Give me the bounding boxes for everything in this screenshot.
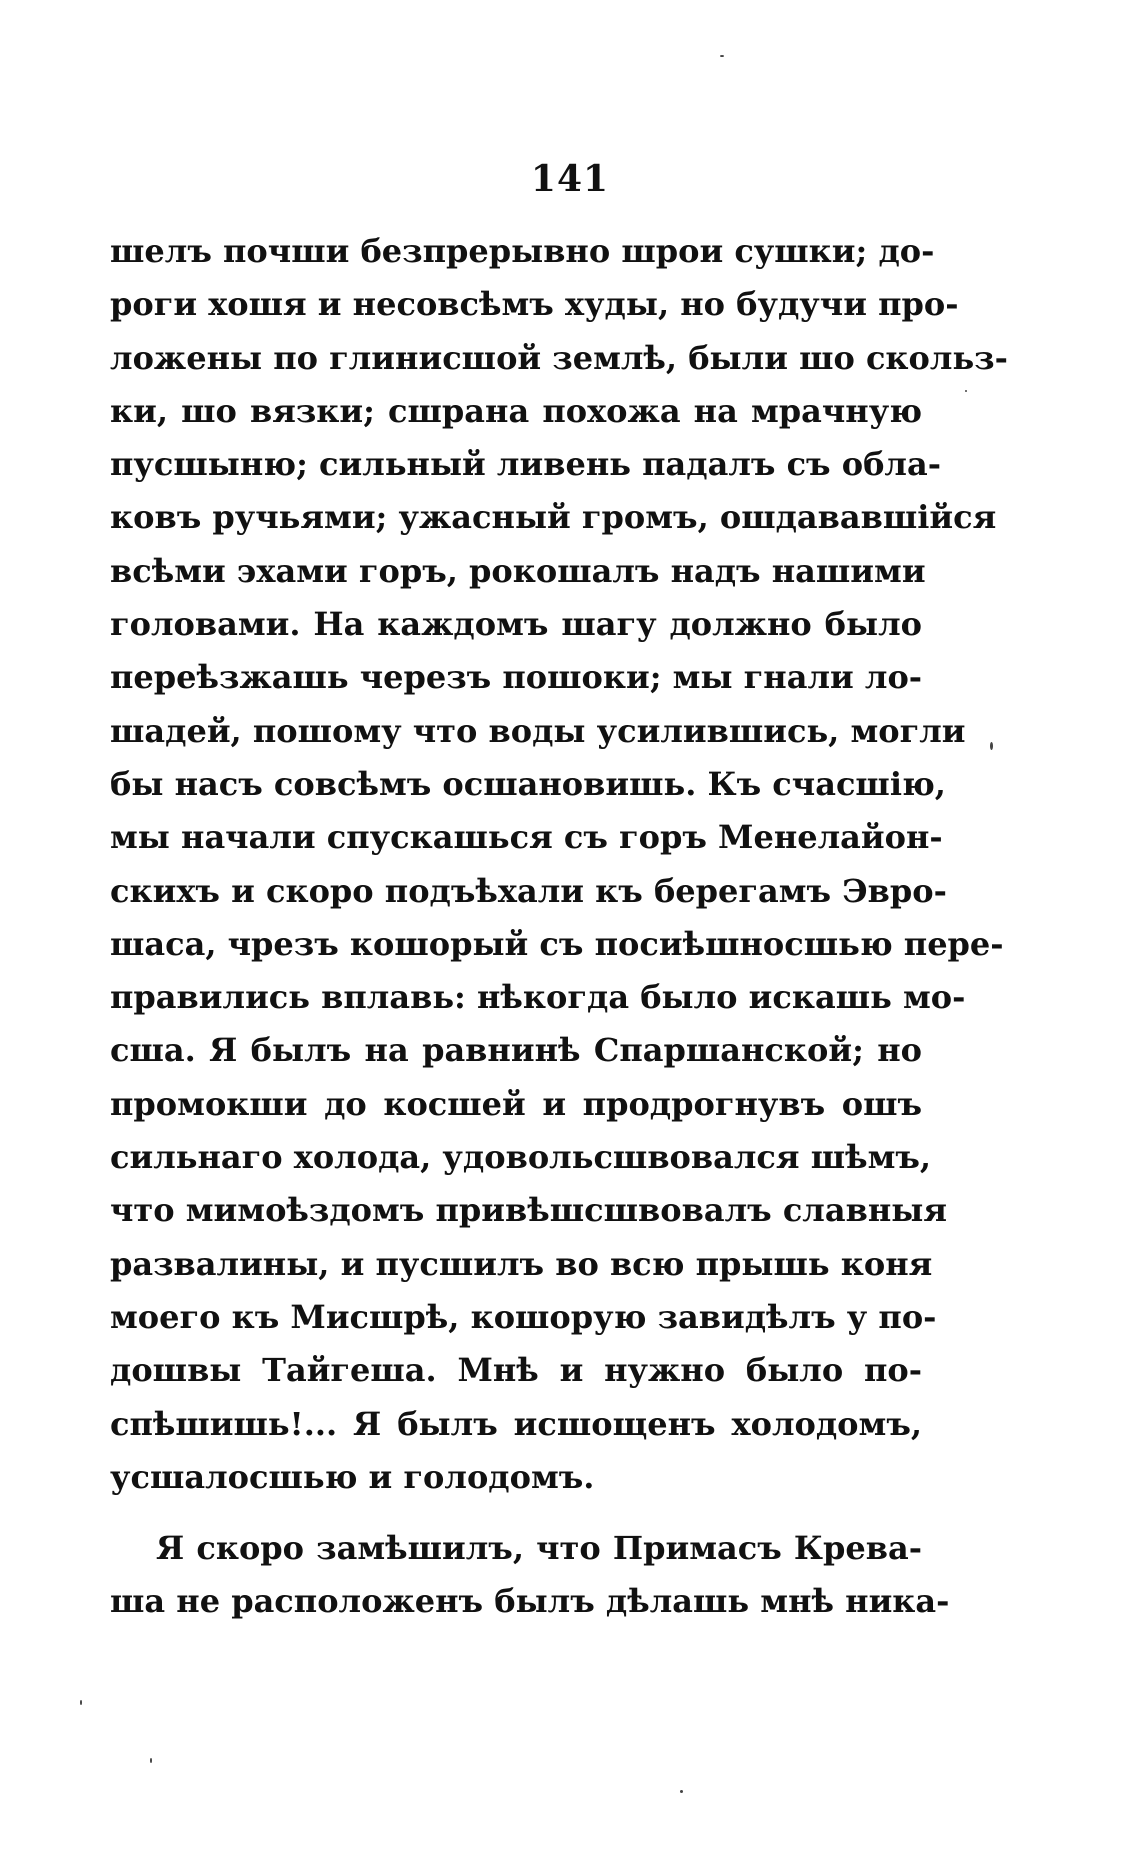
text-line: скихъ и скоро подъѣхали къ берегамъ Эвро- — [110, 871, 947, 910]
text-line: моего къ Мисшрѣ, кошорую завидѣлъ у по- — [110, 1297, 937, 1336]
scan-speck — [990, 742, 993, 750]
text-line: промокши до косшей и продрогнувъ ошъ — [110, 1084, 922, 1123]
text-line: ложены по глинисшой землѣ, были шо скольз- — [110, 338, 1008, 377]
text-line: сша. Я былъ на равнинѣ Спаршанской; но — [110, 1031, 922, 1070]
paragraph-2 — [110, 1522, 950, 1629]
text-line: головами. На каждомъ шагу должно было — [110, 605, 922, 644]
text-line: шадей, пошому что воды усилившись, могли — [110, 711, 966, 750]
text-line: развалины, и пусшилъ во всю прышь коня — [110, 1244, 933, 1283]
text-line: роги хошя и несовсѣмъ худы, но будучи про- — [110, 285, 959, 324]
text-line: ковъ ручьями; ужасный громъ, ошдававшійся — [110, 498, 997, 537]
page-number: 141 — [530, 158, 610, 200]
text-line: ша не расположенъ былъ дѣлашь мнѣ ника- — [110, 1582, 950, 1621]
scan-speck — [720, 55, 724, 57]
text-line: ки, шо вязки; сшрана похожа на мрачную — [110, 391, 922, 430]
text-line: Я скоро замѣшилъ, что Примасъ Крева- — [156, 1529, 922, 1568]
text-line: переѣзжашь черезъ пошоки; мы гнали ло- — [110, 658, 923, 697]
text-line: пусшыню; сильный ливень падалъ съ обла- — [110, 445, 941, 484]
text-line: бы насъ совсѣмъ осшановишь. Къ счасшію, — [110, 764, 946, 803]
scan-speck — [80, 1700, 82, 1705]
text-line: правились вплавь: нѣкогда было искашь мо- — [110, 978, 966, 1017]
paragraph-spacer — [110, 1504, 922, 1522]
text-line: шаса, чрезъ кошорый съ посиѣшносшью пере- — [110, 924, 1004, 963]
scan-speck — [965, 390, 967, 392]
body-text — [110, 225, 1008, 1629]
text-line: всѣми эхами горъ, рокошалъ надъ нашими — [110, 551, 926, 590]
text-line: шелъ почши безпрерывно шрои сушки; до- — [110, 232, 935, 270]
paragraph-1 — [110, 225, 1008, 1504]
scan-speck — [150, 1758, 152, 1763]
text-line: мы начали спускашься съ горъ Менелайон- — [110, 818, 943, 857]
text-line: что мимоѣздомъ привѣшсшвовалъ славныя — [110, 1191, 947, 1230]
scan-speck — [680, 1790, 683, 1793]
text-line: дошвы Тайгеша. Мнѣ и нужно было по- — [110, 1351, 922, 1390]
text-line: спѣшишь!... Я былъ исшощенъ холодомъ, — [110, 1404, 922, 1443]
text-line: сильнаго холода, удовольсшвовался шѣмъ, — [110, 1138, 932, 1177]
text-line: усшалосшью и голодомъ. — [110, 1457, 595, 1496]
